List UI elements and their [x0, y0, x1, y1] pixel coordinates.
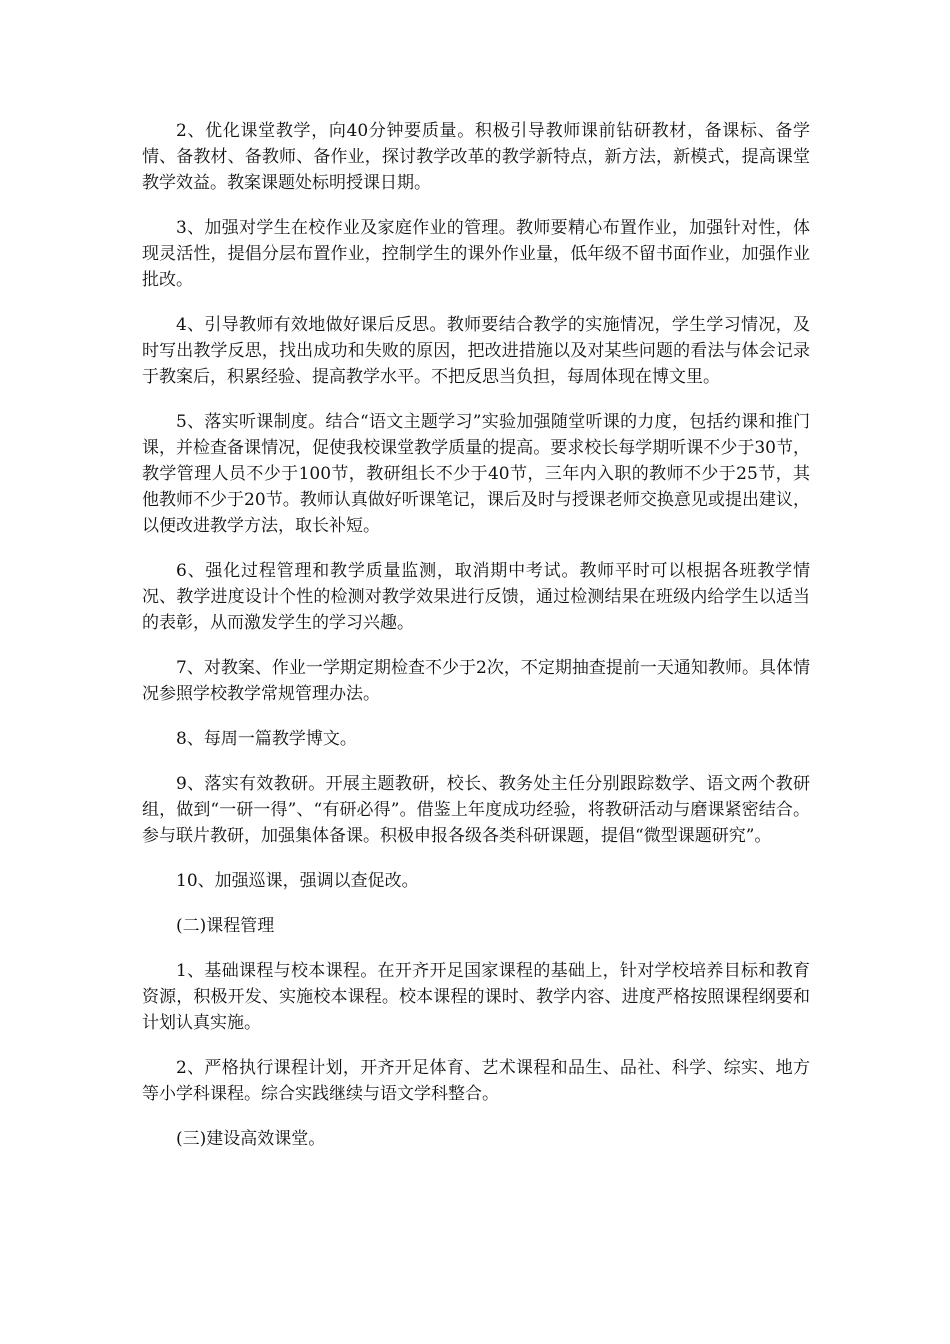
paragraph-item-8: 8、每周一篇教学博文。	[176, 729, 357, 749]
document-body	[142, 118, 810, 1171]
paragraph-item-7: 7、对教案、作业一学期定期检查不少于2次，不定期抽查提前一天通知教师。具体情况参照学校教学常规管理办法。	[142, 658, 810, 704]
paragraph-course-1: 1、基础课程与校本课程。在开齐开足国家课程的基础上，针对学校培养目标和教育资源，积极开发、实施校本课程。校本课程的课时、教学内容、进度严格按照课程纲要和计划认真实施。	[142, 961, 810, 1033]
section-heading-course-management: (二)课程管理	[176, 916, 275, 936]
paragraph-course-2: 2、严格执行课程计划，开齐开足体育、艺术课程和品生、品社、科学、综实、地方等小学科课程。综合实践继续与语文学科整合。	[142, 1058, 810, 1104]
paragraph-item-5: 5、落实听课制度。结合“语文主题学习”实验加强随堂听课的力度，包括约课和推门课，并检查备课情况，促使我校课堂教学质量的提高。要求校长每学期听课不少于30节，教学管理人员不少于100节，教研组长不少于40节，三年内入职的教师不少于25节，其他教师不少于20节。教师认真做好听课笔记，课后及时与授课老师交换意见或提出建议，以便改进教学方法，取长补短。	[142, 412, 810, 536]
paragraph-item-3: 3、加强对学生在校作业及家庭作业的管理。教师要精心布置作业，加强针对性，体现灵活性，提倡分层布置作业，控制学生的课外作业量，低年级不留书面作业，加强作业批改。	[142, 218, 810, 290]
paragraph-item-2: 2、优化课堂教学，向40分钟要质量。积极引导教师课前钻研教材，备课标、备学情、备教材、备教师、备作业，探讨教学改革的教学新特点，新方法，新模式，提高课堂教学效益。教案课题处标明授课日期。	[142, 121, 810, 193]
paragraph-item-4: 4、引导教师有效地做好课后反思。教师要结合教学的实施情况，学生学习情况，及时写出教学反思，找出成功和失败的原因，把改进措施以及对某些问题的看法与体会记录于教案后，积累经验、提高教学水平。不把反思当负担，每周体现在博文里。	[142, 315, 810, 387]
paragraph-item-6: 6、强化过程管理和教学质量监测，取消期中考试。教师平时可以根据各班教学情况、教学进度设计个性的检测对教学效果进行反馈，通过检测结果在班级内给学生以适当的表彰，从而激发学生的学习兴趣。	[142, 561, 810, 633]
paragraph-item-9: 9、落实有效教研。开展主题教研，校长、教务处主任分别跟踪数学、语文两个教研组，做到“一研一得”、“有研必得”。借鉴上年度成功经验，将教研活动与磨课紧密结合。参与联片教研，加强集体备课。积极申报各级各类科研课题，提倡“微型课题研究”。	[142, 774, 810, 846]
section-heading-efficient-classroom: (三)建设高效课堂。	[176, 1129, 326, 1149]
paragraph-item-10: 10、加强巡课，强调以查促改。	[176, 871, 419, 891]
